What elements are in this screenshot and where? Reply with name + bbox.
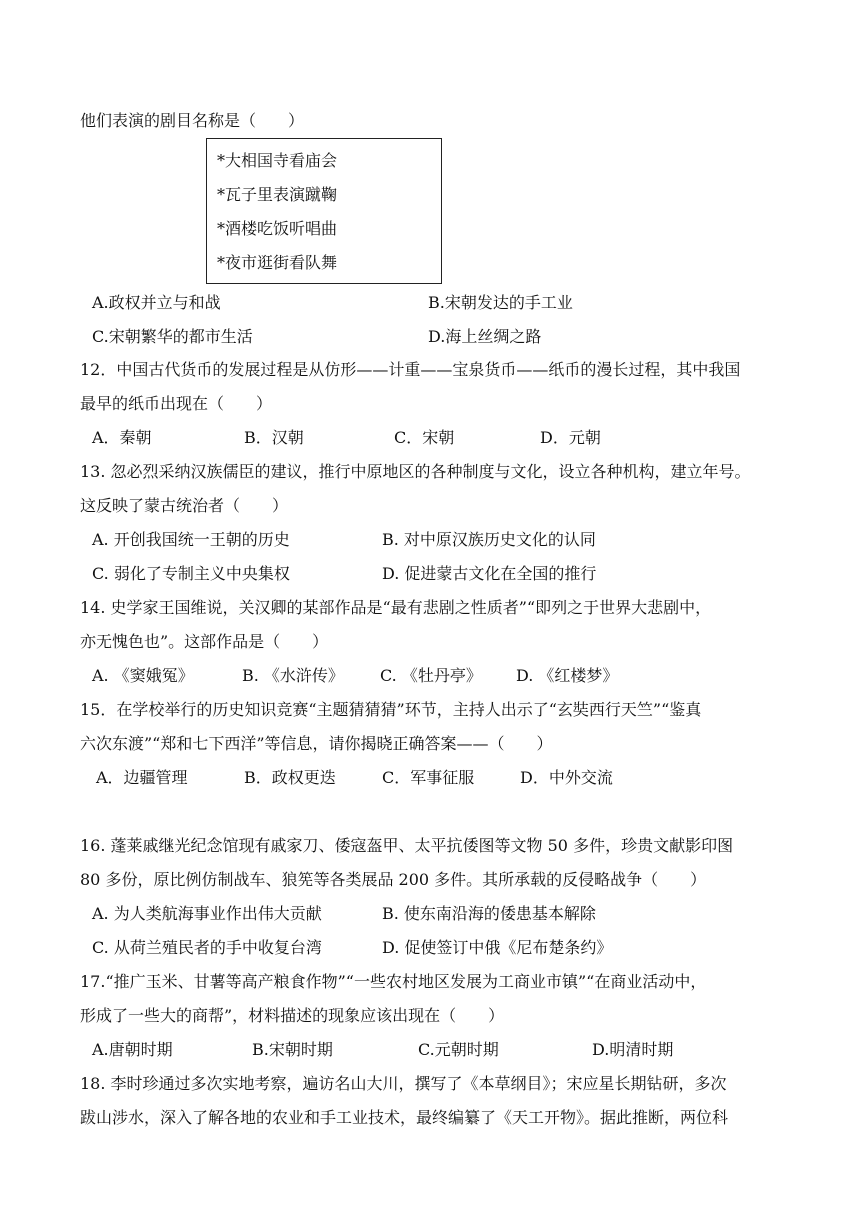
- q17-option-a: A.唐朝时期: [92, 1040, 173, 1059]
- q15-stem-line-2: 六次东渡”“郑和七下西洋”等信息，请你揭晓正确答案——（ ）: [80, 734, 553, 753]
- q16-option-a: A. 为人类航海事业作出伟大贡献: [92, 904, 322, 923]
- q16-option-b: B. 使东南沿海的倭患基本解除: [382, 904, 596, 923]
- q14-option-b: B. 《水浒传》: [242, 666, 344, 685]
- intro-line: 他们表演的剧目名称是（ ）: [80, 111, 305, 130]
- q13-option-a: A. 开创我国统一王朝的历史: [92, 530, 290, 549]
- q14-option-d: D. 《红楼梦》: [516, 666, 619, 685]
- q18-stem-line-1: 18. 李时珍通过多次实地考察，遍访名山大川，撰写了《本草纲目》；宋应星长期钻研，多次: [80, 1074, 727, 1093]
- q12-option-d: D．元朝: [540, 428, 601, 447]
- q14-stem-line-1: 14. 史学家王国维说，关汉卿的某部作品是“最有悲剧之性质者”“即列之于世界大悲剧中，: [80, 598, 712, 617]
- q12-option-b: B．汉朝: [244, 428, 304, 447]
- box-item: *瓦子里表演蹴鞠: [217, 185, 338, 204]
- q17-option-d: D.明清时期: [592, 1040, 674, 1059]
- q11-option-d: D.海上丝绸之路: [428, 327, 542, 346]
- q15-option-c: C．军事征服: [382, 768, 475, 787]
- box-item: *大相国寺看庙会: [217, 151, 338, 170]
- box-item: *酒楼吃饭听唱曲: [217, 219, 338, 238]
- q12-stem-line-1: 12．中国古代货币的发展过程是从仿形——计重——宝泉货币——纸币的漫长过程，其中我国: [80, 360, 741, 379]
- q17-stem-line-2: 形成了一些大的商帮”，材料描述的现象应该出现在（ ）: [80, 1006, 505, 1025]
- q11-option-c: C.宋朝繁华的都市生活: [92, 327, 253, 346]
- q13-option-c: C. 弱化了专制主义中央集权: [92, 564, 290, 583]
- q15-stem-line-1: 15．在学校举行的历史知识竞赛“主题猜猜猜”环节，主持人出示了“玄奘西行天竺”“鉴真: [80, 700, 702, 719]
- box-item: *夜市逛街看队舞: [217, 253, 338, 272]
- info-box: [206, 138, 442, 284]
- q12-stem-line-2: 最早的纸币出现在（ ）: [80, 394, 273, 413]
- q16-stem-line-2: 80 多份，原比例仿制战车、狼筅等各类展品 200 多件。其所承载的反侵略战争（ ）: [80, 870, 707, 889]
- q14-stem-line-2: 亦无愧色也”。这部作品是（ ）: [80, 632, 329, 651]
- q16-stem-line-1: 16. 蓬莱戚继光纪念馆现有戚家刀、倭寇盔甲、太平抗倭图等文物 50 多件，珍贵文献影印图: [80, 836, 734, 855]
- q15-option-d: D．中外交流: [520, 768, 613, 787]
- q17-option-c: C.元朝时期: [418, 1040, 499, 1059]
- q13-stem-line-1: 13. 忽必烈采纳汉族儒臣的建议，推行中原地区的各种制度与文化，设立各种机构，建立年号。: [80, 462, 751, 481]
- q11-option-b: B.宋朝发达的手工业: [428, 293, 573, 312]
- q16-option-d: D. 促使签订中俄《尼布楚条约》: [382, 938, 613, 957]
- q16-option-c: C. 从荷兰殖民者的手中收复台湾: [92, 938, 322, 957]
- q18-stem-line-2: 跋山涉水，深入了解各地的农业和手工业技术，最终编纂了《天工开物》。据此推断，两位科: [80, 1108, 729, 1127]
- q17-option-b: B.宋朝时期: [252, 1040, 333, 1059]
- q14-option-a: A. 《窦娥冤》: [92, 666, 194, 685]
- q11-option-a: A.政权并立与和战: [92, 293, 221, 312]
- q13-option-d: D. 促进蒙古文化在全国的推行: [382, 564, 597, 583]
- q13-option-b: B. 对中原汉族历史文化的认同: [382, 530, 596, 549]
- q17-stem-line-1: 17.“推广玉米、甘薯等高产粮食作物”“一些农村地区发展为工商业市镇”“在商业活动中，: [80, 972, 707, 991]
- q13-stem-line-2: 这反映了蒙古统治者（ ）: [80, 496, 289, 515]
- q12-option-c: C．宋朝: [394, 428, 455, 447]
- q14-option-c: C. 《牡丹亭》: [380, 666, 482, 685]
- q15-option-a: A．边疆管理: [96, 768, 188, 787]
- q15-option-b: B．政权更迭: [244, 768, 336, 787]
- q12-option-a: A．秦朝: [92, 428, 152, 447]
